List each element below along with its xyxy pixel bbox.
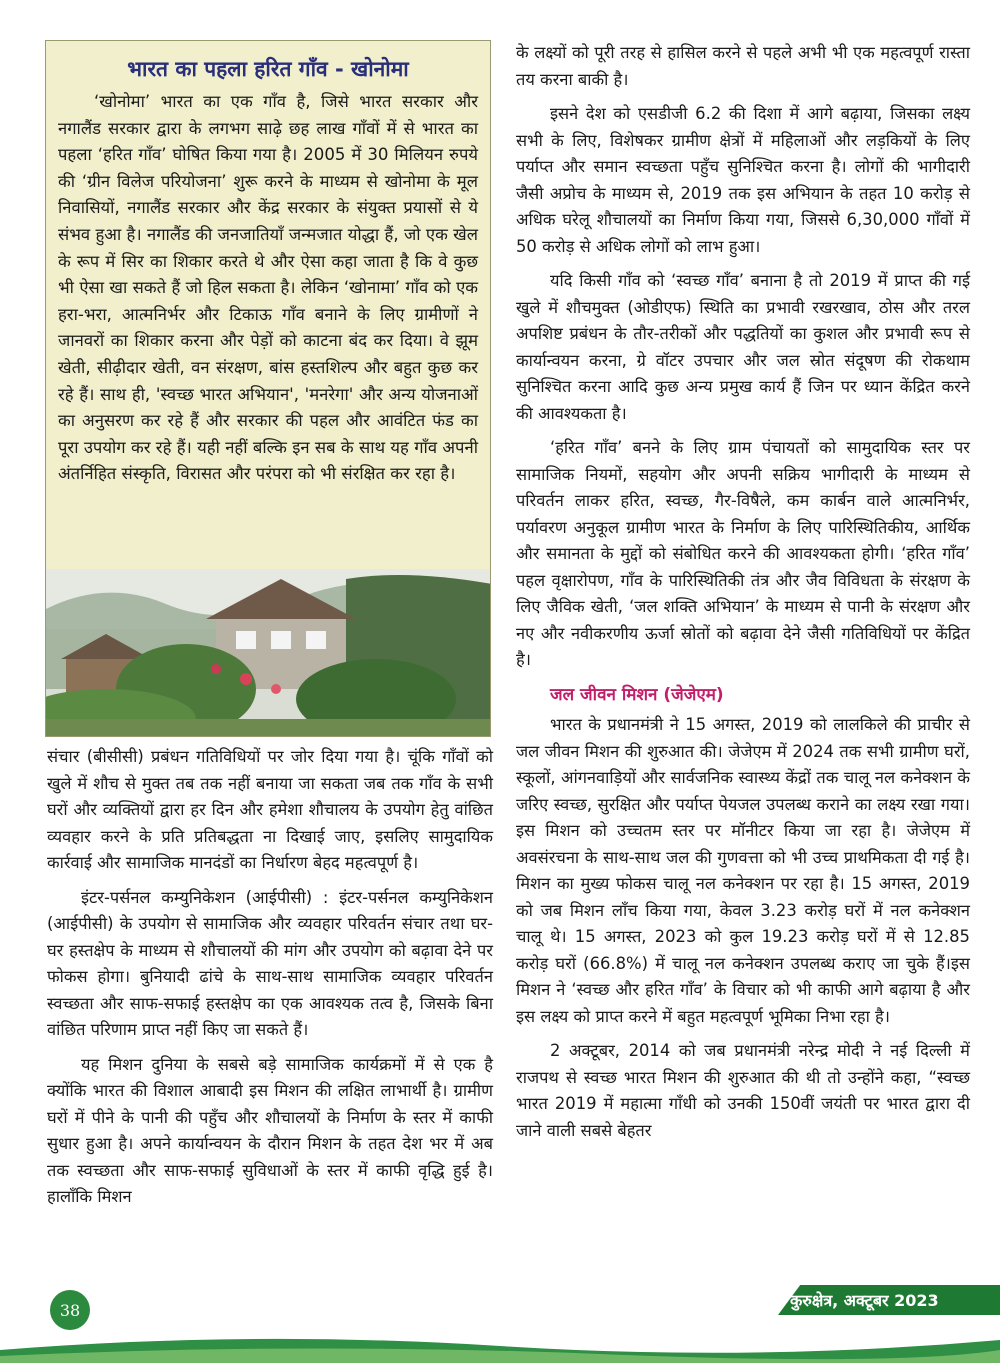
magazine-issue: कुरुक्षेत्र, अक्टूबर 2023 [790,1291,939,1310]
sidebar-box [45,40,491,737]
paragraph: संचार (बीसीसी) प्रबंधन गतिविधियों पर जोर दिया गया है। चूंकि गाँवों को खुले में शौच से मुक्त तब तक नहीं बनाया जा सकता जब तक गाँव के सभी घरों और व्यक्तियों द्वारा हर दिन और हमेशा शौचालय के उपयोग हेतु वांछित व्यवहार करने के प्रति प्रतिबद्धता ना दिखाई जाए, इसलिए सामुदायिक कार्रवाई और सामाजिक मानदंडों का निर्धारण बेहद महत्वपूर्ण है। [47,747,493,872]
paragraph: भारत के प्रधानमंत्री ने 15 अगस्त, 2019 को लालकिले की प्राचीर से जल जीवन मिशन की शुरुआत की। जेजेएम में 2024 तक सभी ग्रामीण घरों, स्कूलों, आंगनवाड़ियों और सार्वजनिक स्वास्थ्य केंद्रों तक चालू नल कनेक्शन के जरिए स्वच्छ, सुरक्षित और पर्याप्त पेयजल उपलब्ध कराने का लक्ष्य रखा गया। इस मिशन को उच्चतम स्तर पर मॉनीटर किया जा रहा है। जेजेएम में अवसंरचना के साथ-साथ जल की गुणवत्ता को भी उच्च प्राथमिकता दी गई है। मिशन का मुख्य फोकस चालू नल कनेक्शन पर रहा है। 15 अगस्त, 2019 को जब मिशन लॉंच किया गया, केवल 3.23 करोड़ घरों में नल कनेक्शन चालू थे। 15 अगस्त, 2023 को कुल 19.23 करोड़ घरों में से 12.85 करोड़ घरों (66.8%) में चालू नल कनेक्शन उपलब्ध कराए जा चुके हैं।इस मिशन ने ‘स्वच्छ और हरित गाँव’ के विचार को भी काफी आगे बढ़ाया है और इस लक्ष्य को प्राप्त करने में बहुत महत्वपूर्ण भूमिका निभा रहा है। [516,715,970,1026]
box-title: भारत का पहला हरित गाँव - खोनोमा [127,57,409,81]
right-column [516,40,970,1152]
paragraph: के लक्ष्यों को पूरी तरह से हासिल करने से पहले अभी भी एक महत्वपूर्ण रास्ता तय करना बाकी है। [516,43,970,89]
page-number: 38 [50,1290,90,1330]
left-column [47,744,493,1219]
village-photo [46,569,491,737]
paragraph: इसने देश को एसडीजी 6.2 की दिशा में आगे बढ़ाया, जिसका लक्ष्य सभी के लिए, विशेषकर ग्रामीण क्षेत्रों में महिलाओं और लड़कियों के लिए पर्याप्त और समान स्वच्छता पहुँच सुनिश्चित करना है। लोगों की भागीदारी जैसी अप्रोच के माध्यम से, 2019 तक इस अभियान के तहत 10 करोड़ से अधिक घरेलू शौचालयों का निर्माण किया गया, जिससे 6,30,000 गाँवों में 50 करोड़ से अधिक लोगों को लाभ हुआ। [516,104,970,256]
box-text [46,89,490,488]
paragraph: यदि किसी गाँव को ‘स्वच्छ गाँव’ बनाना है तो 2019 में प्राप्त की गई खुले में शौचमुक्त (ओडीएफ) स्थिति का प्रभावी रखरखाव, ठोस और तरल अपशिष्ट प्रबंधन के तौर-तरीकों और पद्धतियों का कुशल और प्रभावी रूप से कार्यान्वयन करना, ग्रे वॉटर उपचार और जल स्रोत संदूषण की रोकथाम सुनिश्चित करना आदि कुछ अन्य प्रमुख कार्य हैं जिन पर ध्यान केंद्रित करने की आवश्यकता है। [516,271,970,423]
paragraph: इंटर-पर्सनल कम्युनिकेशन (आईपीसी) : इंटर-पर्सनल कम्युनिकेशन (आईपीसी) के उपयोग से सामाजिक और व्यवहार परिवर्तन संचार तथा घर-घर हस्तक्षेप के माध्यम से शौचालयों की मांग और उपयोग को बढ़ावा देने पर फोकस होगा। बुनियादी ढांचे के साथ-साथ सामाजिक व्यवहार परिवर्तन स्वच्छता और साफ-सफाई हस्तक्षेप का एक आवश्यक तत्व है, जिसके बिना वांछित परिणाम प्राप्त नहीं किए जा सकते हैं। [47,887,493,1039]
paragraph: 2 अक्टूबर, 2014 को जब प्रधानमंत्री नरेन्द्र मोदी ने नई दिल्ली में राजपथ से स्वच्छ भारत मिशन की शुरुआत की थी तो उन्होंने कहा, “स्वच्छ भारत 2019 में महात्मा गाँधी को उनकी 150वीं जयंती पर भारत द्वारा दी जाने वाली सबसे बेहतर [516,1041,970,1140]
paragraph: यह मिशन दुनिया के सबसे बड़े सामाजिक कार्यक्रमों में से एक है क्योंकि भारत की विशाल आबादी इस मिशन की लक्षित लाभार्थी है। ग्रामीण घरों में पीने के पानी की पहुँच और शौचालयों के निर्माण के स्तर में काफी सुधार हुआ है। अपने कार्यान्वयन के दौरान मिशन के तहत देश भर में अब तक स्वच्छता और साफ-सफाई सुविधाओं के स्तर में काफी वृद्धि हुई है। हालाँकि मिशन [47,1054,493,1206]
footer-wave [0,1330,1000,1363]
section-heading: जल जीवन मिशन (जेजेएम) [550,684,724,705]
box-paragraph: ‘खोनोमा’ भारत का एक गाँव है, जिसे भारत सरकार और नगालैंड सरकार द्वारा के लगभग साढ़े छह लाख गाँवों में से भारत का पहला ‘हरित गाँव’ घोषित किया गया है। 2005 में 30 मिलियन रुपये की ‘ग्रीन विलेज परियोजना’ शुरू करने के माध्यम से खोनोमा के मूल निवासियों, नगालैंड सरकार और केंद्र सरकार के संयुक्त प्रयासों से ये संभव हुआ है। नगालैंड की जनजातियाँ जन्मजात योद्धा हैं, जो एक खेल के रूप में सिर का शिकार करते थे और ऐसा कहा जाता है कि वे कुछ भी ऐसा खा सकते हैं जो हिल सकता है। लेकिन ‘खोनामा’ गाँव को एक हरा-भरा, आत्मनिर्भर और टिकाऊ गाँव बनाने के लिए ग्रामीणों ने जानवरों का शिकार करना और पेड़ों को काटना बंद कर दिया। वे झूम खेती, सीढ़ीदार खेती, वन संरक्षण, बांस हस्तशिल्प और बहुत कुछ कर रहे हैं। साथ ही, 'स्वच्छ भारत अभियान', 'मनरेगा' और अन्य योजनाओं का अनुसरण कर रहे हैं और सरकार की पहल और आवंटित फंड का पूरा उपयोग कर रहे हैं। यही नहीं बल्कि इन सब के साथ यह गाँव अपनी अंतर्निहित संस्कृति, विरासत और परंपरा को भी संरक्षित कर रहा है। [58,92,478,484]
paragraph: ‘हरित गाँव’ बनने के लिए ग्राम पंचायतों को सामुदायिक स्तर पर सामाजिक नियमों, सहयोग और अपनी सक्रिय भागीदारी के माध्यम से परिवर्तन लाकर हरित, स्वच्छ, गैर-विषैले, कम कार्बन वाले आत्मनिर्भर, पर्यावरण अनुकूल ग्रामीण भारत के निर्माण के लिए पारिस्थितिकीय, आर्थिक और समानता के मुद्दों को संबोधित करने की आवश्यकता होगी। ‘हरित गाँव’ पहल वृक्षारोपण, गाँव के पारिस्थितिकी तंत्र और जैव विविधता के संरक्षण के लिए जैविक खेती, ‘जल शक्ति अभियान’ के माध्यम से पानी के संरक्षण और नए और नवीकरणीय ऊर्जा स्रोतों को बढ़ावा देने जैसी गतिविधियों पर केंद्रित है। [516,438,970,669]
